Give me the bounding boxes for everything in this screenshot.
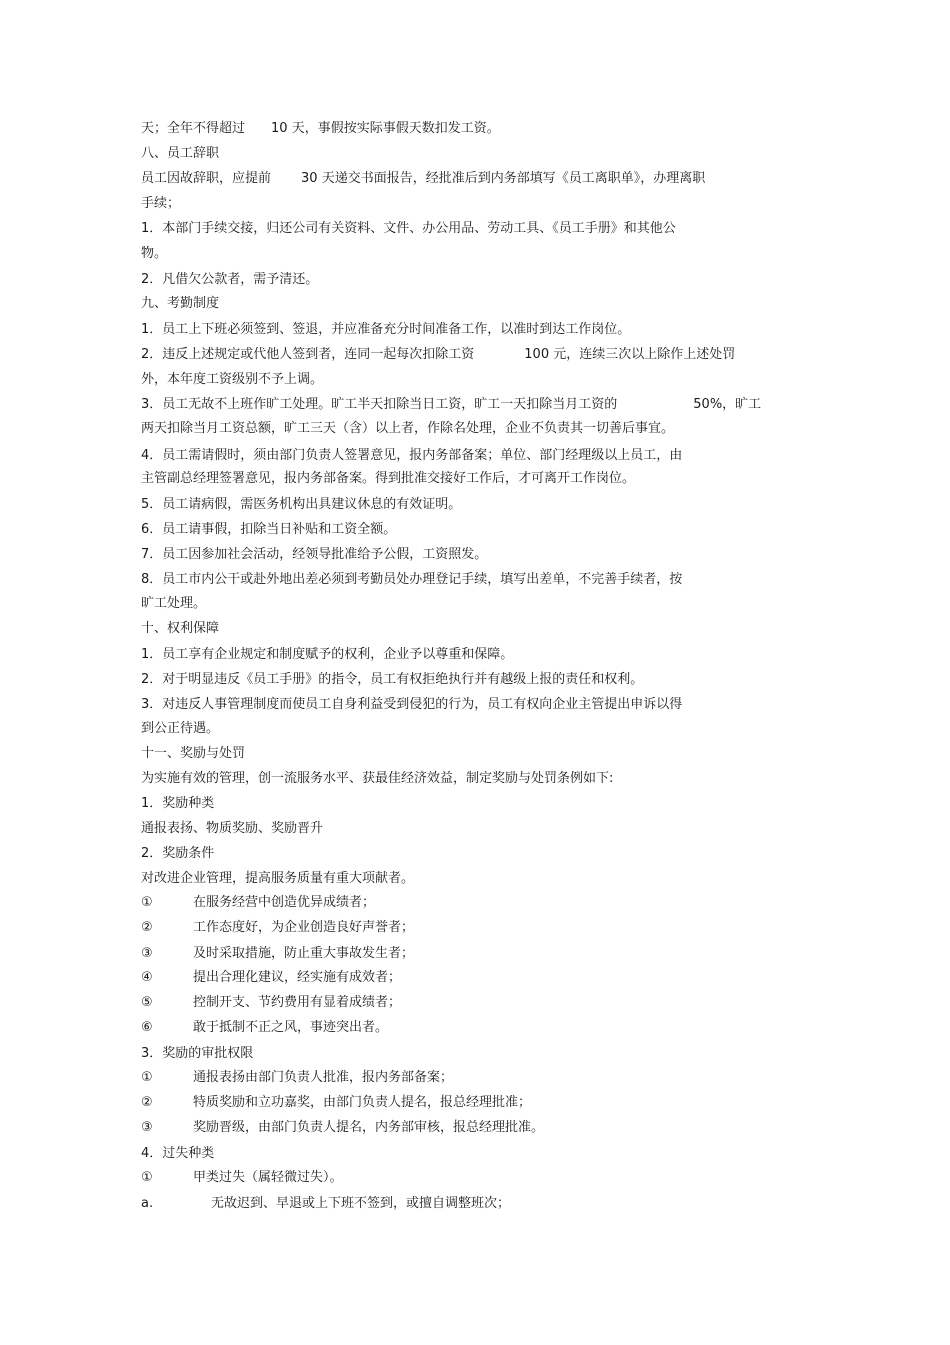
text-line: 天；全年不得超过 10 天，事假按实际事假天数扣发工资。 [141,121,500,136]
enumerated-item: ⑤ 控制开支、节约费用有显着成绩者； [141,995,402,1010]
text-line: 物。 [141,246,168,261]
section-heading: 八、员工辞职 [141,146,220,161]
enumerated-item: ② 工作态度好，为企业创造良好声誉者； [141,920,415,935]
subheading: 4．过失种类 [141,1146,215,1161]
list-item: 3．员工无故不上班作旷工处理。旷工半天扣除当日工资，旷工一天扣除当月工资的 50%，旷工 [141,397,762,412]
list-item: 2．凡借欠公款者，需予清还。 [141,272,319,287]
list-item: 5．员工请病假，需医务机构出具建议休息的有效证明。 [141,497,462,512]
enumerated-item: ① 通报表扬由部门负责人批准，报内务部备案； [141,1070,454,1085]
list-item: 8．员工市内公干或赴外地出差必须到考勤员处办理登记手续，填写出差单，不完善手续者，按 [141,572,683,587]
subheading: 2．奖励条件 [141,846,215,861]
enumerated-item: a. 无故迟到、早退或上下班不签到，或擅自调整班次； [141,1196,511,1211]
text-line: 对改进企业管理，提高服务质量有重大项献者。 [141,871,415,886]
text-line: 旷工处理。 [141,596,207,611]
list-item: 3．对违反人事管理制度而使员工自身利益受到侵犯的行为，员工有权向企业主管提出申诉以得 [141,697,683,712]
list-item: 1．员工享有企业规定和制度赋予的权利，企业予以尊重和保障。 [141,647,514,662]
list-item: 2．违反上述规定或代他人签到者，连同一起每次扣除工资 100 元，连续三次以上除作上述处罚 [141,347,736,362]
text-line: 外，本年度工资级别不予上调。 [141,372,324,387]
subheading: 1．奖励种类 [141,796,215,811]
enumerated-item: ① 甲类过失（属轻微过失）。 [141,1170,343,1185]
list-item: 1．员工上下班必须签到、签退，并应准备充分时间准备工作，以准时到达工作岗位。 [141,322,631,337]
text-line: 手续； [141,196,181,211]
subheading: 3．奖励的审批权限 [141,1046,254,1061]
enumerated-item: ④ 提出合理化建议，经实施有成效者； [141,970,402,985]
list-item: 7．员工因参加社会活动，经领导批准给予公假，工资照发。 [141,547,488,562]
list-item: 4．员工需请假时，须由部门负责人签署意见，报内务部备案；单位、部门经理级以上员工，由 [141,448,683,463]
enumerated-item: ② 特质奖励和立功嘉奖，由部门负责人提名，报总经理批准； [141,1095,532,1110]
text-line: 为实施有效的管理，创一流服务水平、获最佳经济效益，制定奖励与处罚条例如下: [141,771,614,786]
enumerated-item: ① 在服务经营中创造优异成绩者； [141,895,376,910]
text-line: 通报表扬、物质奖励、奖励晋升 [141,821,324,836]
enumerated-item: ⑥ 敢于抵制不正之风，事迹突出者。 [141,1020,389,1035]
list-item: 2．对于明显违反《员工手册》的指令，员工有权拒绝执行并有越级上报的责任和权利。 [141,672,644,687]
text-line: 到公正待遇。 [141,721,220,736]
text-line: 主管副总经理签署意见，报内务部备案。得到批准交接好工作后，才可离开工作岗位。 [141,471,636,486]
section-heading: 十一、奖励与处罚 [141,746,246,761]
text-line: 两天扣除当月工资总额，旷工三天（含）以上者，作除名处理，企业不负责其一切善后事宜。 [141,421,675,436]
text-line: 员工因故辞职，应提前 30 天递交书面报告，经批准后到内务部填写《员工离职单》，办理离职 [141,171,706,186]
list-item: 1．本部门手续交接，归还公司有关资料、文件、办公用品、劳动工具、《员工手册》和其他公 [141,221,676,236]
section-heading: 十、权利保障 [141,621,220,636]
section-heading: 九、考勤制度 [141,296,220,311]
list-item: 6．员工请事假，扣除当日补贴和工资全额。 [141,522,397,537]
enumerated-item: ③ 及时采取措施，防止重大事故发生者； [141,946,415,961]
enumerated-item: ③ 奖励晋级，由部门负责人提名，内务部审核，报总经理批准。 [141,1120,545,1135]
